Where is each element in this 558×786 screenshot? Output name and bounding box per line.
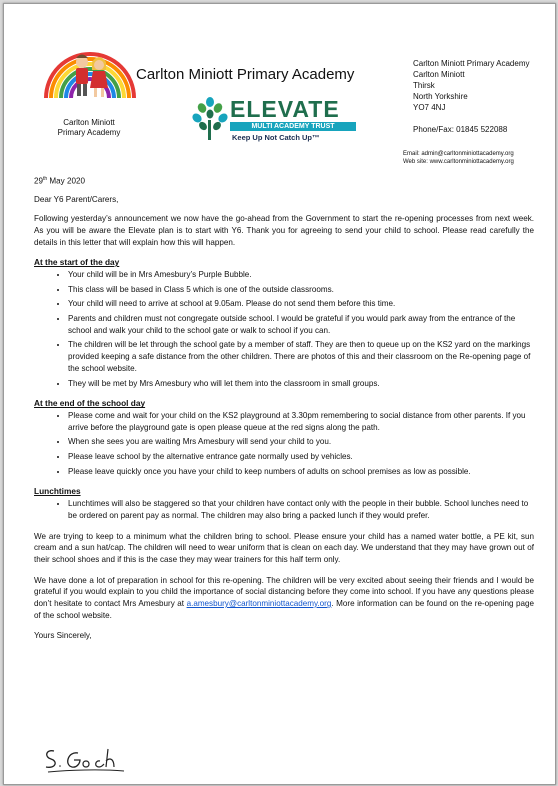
school-logo-caption [44,118,134,138]
address-line: YO7 4NJ [413,103,446,112]
phone-fax: Phone/Fax: 01845 522088 [413,125,508,134]
list-item: • Your child will be in Mrs Amesbury’s Purple Bubble. [68,269,534,281]
letter-page [3,3,556,785]
closing: Yours Sincerely, [34,631,92,641]
trust-tagline: Keep Up Not Catch Up™ [232,133,320,142]
end-of-day-list [34,410,534,478]
list-item: • Please leave school by the alternative entrance gate normally used by vehicles. [68,451,534,463]
school-logo [42,40,138,100]
list-item: • Your child will need to arrive at school at 9.05am. Please do not send them before this time. [68,298,534,310]
trust-name: ELEVATE [230,96,340,122]
date-day: 29 [34,176,44,186]
school-caption-line2: Primary Academy [57,128,121,137]
preparation-text-end: . More information can be found on the re-opening page of the school website. [34,599,534,620]
address-line: North Yorkshire [413,92,468,101]
letter-body [34,174,534,651]
date-suffix: th [43,176,48,182]
elevate-trust-logo [190,96,360,142]
section-heading-start-of-day: At the start of the day [34,257,120,268]
lunchtimes-list [34,498,534,521]
section-heading-end-of-day: At the end of the school day [34,398,146,409]
contact-details [403,150,514,166]
greeting: Dear Y6 Parent/Carers, [34,195,119,205]
list-item: • Please leave quickly once you have your child to keep numbers of adults on school premises as low as possible. [68,466,534,478]
signature [40,745,130,775]
intro-paragraph: Following yesterday’s announcement we now have the go-ahead from the Government to start the re-opening processes from next week. As you will be aware the Elevate plan is to start with Y6. Thank you for agreeing to send your child to school. Please read carefully the details in this letter that will explain how this will happen. [34,214,534,247]
address-line: Carlton Miniott Primary Academy [413,59,530,68]
preparation-text: We have done a lot of preparation in school for this re-opening. The children will be very excited about seeing their friends and I would be grateful if you would explain to you child the importance of social distancing before they come into school. If you have any questions please don’t hesitate to contact Mrs Amesbury at [34,575,534,609]
website-line: Web site: www.carltonminiottacademy.org [403,159,514,165]
trust-subtitle: MULTI ACADEMY TRUST [230,122,356,131]
list-item: • When she sees you are waiting Mrs Amesbury will send your child to you. [68,436,534,448]
address-line: Thirsk [413,81,435,90]
date-rest: May 2020 [47,176,85,186]
letter-date [34,174,534,187]
list-item: • The children will be let through the school gate by a member of staff. They are then to queue up on the KS2 yard on the markings provided keeping a safe distance from the other children. There are photos of this and their classroom on the Re-opening page of the school website. [68,339,534,374]
school-name-heading: Carlton Miniott Primary Academy [136,66,355,83]
preparation-paragraph [34,575,534,622]
school-caption-line1: Carlton Miniott [63,118,115,127]
list-item: • They will be met by Mrs Amesbury who will let them into the classroom in small groups. [68,378,534,390]
section-heading-lunchtimes: Lunchtimes [34,486,81,497]
address-line: Carlton Miniott [413,70,465,79]
list-item: • Lunchtimes will also be staggered so that your children have contact only with the people in their bubble. School lunches need to be ordered on parent pay as normal. The children may also bring a packed lunch if they would prefer. [68,498,534,521]
list-item: • This class will be based in Class 5 which is one of the outside classrooms. [68,284,534,296]
start-of-day-list [34,269,534,389]
minimum-items-paragraph: We are trying to keep to a minimum what the children bring to school. Please ensure your child has a named water bottle, a PE kit, sun cream and a sun hat/cap. The children will need to wear uniform that is clean on each day. We understand that they may have grown out of their school shoes and if this is the case they may wear trainers for this half term only. [34,531,534,564]
list-item: • Please come and wait for your child on the KS2 playground at 3.30pm remembering to social distance from other parents. If you arrive before the playground gate is open please queue at the red signs along the path. [68,410,534,433]
tree-icon [190,96,230,142]
email-line: Email: admin@carltonminiottacademy.org [403,151,514,157]
teacher-email-link[interactable]: a.amesbury@carltonminiottacademy.org [186,599,332,609]
school-address [413,58,529,135]
list-item: • Parents and children must not congregate outside school. I would be grateful if you would park away from the entrance of the school and walk your child to the school gate or walk to school if you can. [68,313,534,336]
